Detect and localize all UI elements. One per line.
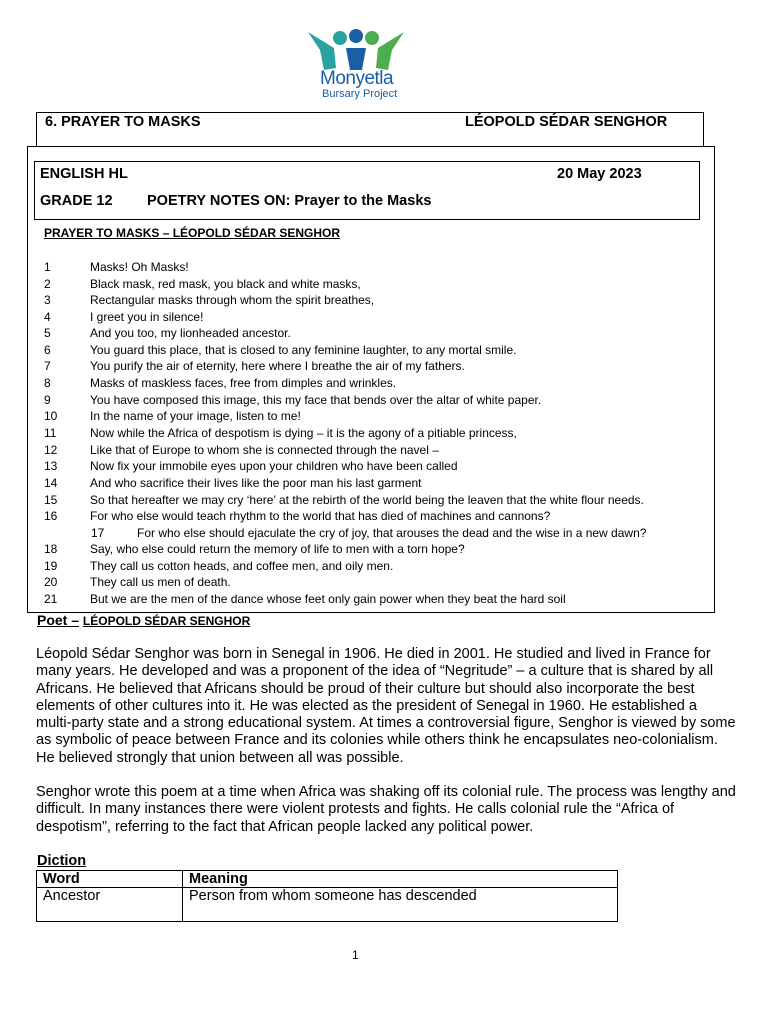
line-number: 10: [44, 409, 58, 423]
poem-line: [0, 591, 768, 608]
line-text: They call us men of death.: [90, 575, 231, 589]
line-text: You have composed this image, this my face that bends over the altar of white paper.: [90, 393, 542, 407]
line-text: Now while the Africa of despotism is dying – it is the agony of a pitiable princess,: [90, 426, 517, 440]
diction-table: [36, 870, 618, 922]
date-label: 20 May 2023: [557, 166, 642, 182]
page-number: 1: [352, 948, 359, 962]
poem-line: [0, 392, 768, 409]
subject-label: ENGLISH HL: [40, 166, 128, 182]
line-text: Masks! Oh Masks!: [90, 260, 189, 274]
line-text: Like that of Europe to whom she is connected through the navel –: [90, 443, 439, 457]
poem-line: [0, 425, 768, 442]
line-number: 1: [44, 260, 51, 274]
line-text: In the name of your image, listen to me!: [90, 409, 301, 423]
people-figures-icon: [298, 26, 416, 72]
line-text: You guard this place, that is closed to any feminine laughter, to any mortal smile.: [90, 343, 517, 357]
grade-label: GRADE 12: [40, 193, 113, 209]
line-number: 5: [44, 326, 51, 340]
line-number: 2: [44, 277, 51, 291]
notes-title: POETRY NOTES ON: Prayer to the Masks: [147, 193, 432, 209]
poem-line: [0, 408, 768, 425]
logo-subtitle: Bursary Project: [322, 88, 398, 100]
poem-line: [0, 259, 768, 276]
poem-line: [0, 375, 768, 392]
line-text: And you too, my lionheaded ancestor.: [90, 326, 291, 340]
poem-line: [0, 342, 768, 359]
line-number: 4: [44, 310, 51, 324]
line-number: 17: [91, 526, 105, 540]
poem-line: [0, 458, 768, 475]
poem-line: [0, 475, 768, 492]
line-number: 12: [44, 443, 58, 457]
poem-line: [0, 574, 768, 591]
line-text: Rectangular masks through whom the spirit breathes,: [90, 293, 375, 307]
column-header-word: Word: [37, 871, 183, 888]
line-number: 19: [44, 559, 58, 573]
poem-line: [0, 325, 768, 342]
line-number: 14: [44, 476, 58, 490]
line-text: Masks of maskless faces, free from dimples and wrinkles.: [90, 376, 397, 390]
line-number: 6: [44, 343, 51, 357]
poet-heading: [37, 612, 250, 628]
poem-line: [0, 276, 768, 293]
line-text: Say, who else could return the memory of life to men with a torn hope?: [90, 542, 465, 556]
poet-title: LÉOPOLD SÉDAR SENGHOR: [465, 114, 668, 130]
line-text: You purify the air of eternity, here where I breathe the air of my fathers.: [90, 359, 465, 373]
poem-line: [0, 358, 768, 375]
cell-word: Ancestor: [37, 888, 183, 922]
poem-line: [0, 508, 768, 525]
table-header-row: [37, 871, 618, 888]
poem-line: [0, 309, 768, 326]
logo-name: Monyetla: [320, 68, 394, 89]
line-number: 15: [44, 493, 58, 507]
line-number: 8: [44, 376, 51, 390]
line-text: I greet you in silence!: [90, 310, 204, 324]
line-number: 16: [44, 509, 58, 523]
line-number: 3: [44, 293, 51, 307]
line-number: 11: [44, 426, 57, 440]
poem-line: [0, 492, 768, 509]
line-number: 18: [44, 542, 58, 556]
poem-line: [0, 558, 768, 575]
line-number: 13: [44, 459, 58, 473]
monyetla-logo: [298, 26, 416, 106]
poet-heading-name: LÉOPOLD SÉDAR SENGHOR: [82, 614, 251, 628]
line-number: 7: [44, 359, 51, 373]
table-row: [37, 888, 618, 922]
poem-line: [0, 292, 768, 309]
line-number: 21: [44, 592, 58, 606]
poem-context: Senghor wrote this poem at a time when Africa was shaking off its colonial rule. The process was lengthy and difficult. In many instances there were violent protests and fights. He calls colonial rule the “Africa of despotism”, referring to the fact that African people lacked any political power.: [36, 784, 736, 835]
poem-heading: PRAYER TO MASKS – LÉOPOLD SÉDAR SENGHOR: [44, 226, 341, 240]
column-header-meaning: Meaning: [183, 871, 618, 888]
line-text: So that hereafter we may cry ‘here’ at the rebirth of the world being the leaven that the white flour needs.: [90, 493, 644, 507]
poem-line: [0, 525, 768, 542]
line-text: But we are the men of the dance whose feet only gain power when they beat the hard soil: [90, 592, 566, 606]
line-text: Now fix your immobile eyes upon your children who have been called: [90, 459, 458, 473]
cell-meaning: Person from whom someone has descended: [183, 888, 618, 922]
line-number: 20: [44, 575, 58, 589]
line-text: And who sacrifice their lives like the poor man his last garment: [90, 476, 422, 490]
poet-heading-label: Poet –: [37, 612, 80, 628]
line-number: 9: [44, 393, 51, 407]
line-text: For who else would teach rhythm to the world that has died of machines and cannons?: [90, 509, 551, 523]
line-text: Black mask, red mask, you black and white masks,: [90, 277, 361, 291]
poem-line: [0, 442, 768, 459]
poet-biography: Léopold Sédar Senghor was born in Senegal in 1906. He died in 2001. He studied and lived in France for many years. He developed and was a proponent of the idea of “Negritude” – a culture that is shared by all Africans. He believed that Africans should be proud of their culture but should also incorporate the best elements of other cultures into it. He was elected as the president of Senegal in 1960. He established a multi-party state and a strong educational system. At times a controversial figure, Senghor is viewed by some as symbolic of peace between France and its colonies while others think he encapsulates neo-colonialism. He believed strongly that union between all was possible.: [36, 646, 736, 766]
diction-heading: Diction: [37, 853, 87, 869]
line-text: For who else should ejaculate the cry of joy, that arouses the dead and the wise in a new dawn?: [137, 526, 647, 540]
section-title: 6. PRAYER TO MASKS: [45, 114, 201, 130]
line-text: They call us cotton heads, and coffee men, and oily men.: [90, 559, 394, 573]
poem-line: [0, 541, 768, 558]
